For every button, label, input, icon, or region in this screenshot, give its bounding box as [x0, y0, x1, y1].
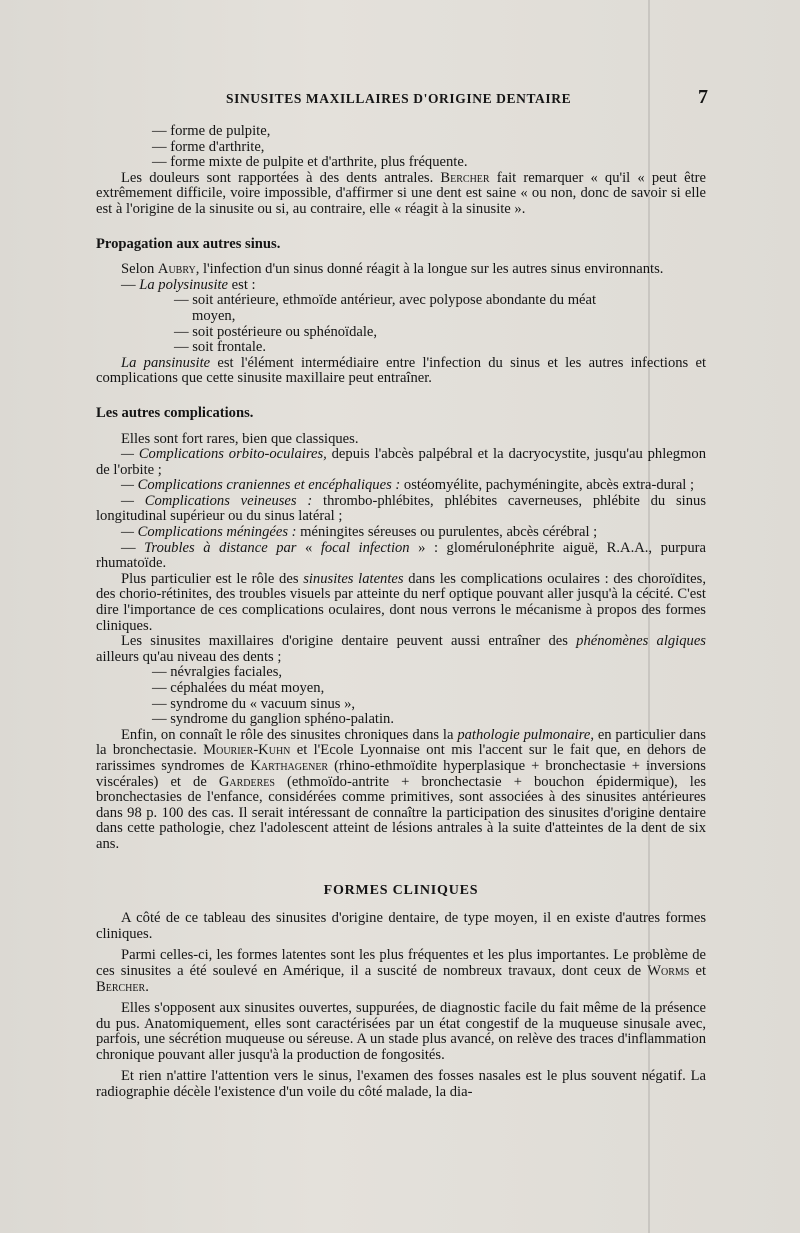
complication-item: — Complications veineuses : thrombo-phlébites, phlébites caverneuses, phlébite du sinus longitudinal supérieur ou du sinus latéral ; — [96, 492, 706, 525]
subheading-propagation: Propagation aux autres sinus. — [96, 235, 281, 252]
paragraph-formes-2: Parmi celles-ci, les formes latentes sont les plus fréquentes et les plus importantes. Le problème de ces sinusites a été soulevé en Amérique, il a suscité de nombreux travaux, dont ceux de Worms et Bercher. — [96, 947, 706, 995]
author-name: Bercher — [440, 169, 490, 186]
body-text — [96, 124, 706, 1101]
list-item: — forme de pulpite, — [152, 123, 271, 139]
paragraph-complications-intro: Elles sont fort rares, bien que classiques. — [121, 430, 359, 447]
paragraph-formes-1: A côté de ce tableau des sinusites d'origine dentaire, de type moyen, il en existe d'autres formes cliniques. — [96, 910, 706, 942]
paragraph-enfin: Enfin, on connaît le rôle des sinusites chroniques dans la pathologie pulmonaire, en particulier dans la bronchectasie. Mourier-Kuhn et l'Ecole Lyonnaise ont mis l'accent sur le fait que, en dehors de rarissimes syndromes de Karthagener (rhino-ethmoïdite hyperplasique + bronchectasie + inversions viscérales) et de Garderes (ethmoïdo-antrite + bronchectasie + bouchon épidermique), les bronchectasies de l'enfance, considérées comme primitives, sont associées à des sinusites antérieures dans 98 p. 100 des cas. Il serait intéressant de connaître la participation des sinusites d'origine dentaire dans cette pathologie, chez l'adolescent atteint de lésions antrales à la suite d'atteintes de la dent de six ans. — [96, 726, 706, 852]
author-name: Mourier-Kuhn — [203, 742, 291, 759]
author-name: Bercher — [96, 978, 146, 995]
page-number: 7 — [698, 86, 708, 108]
paragraph-douleurs: Les douleurs sont rapportées à des dents antrales. Bercher fait remarquer « qu'il « peut être extrêmement difficile, voire impossible, d'affirmer si une dent est saine « ou non, donc de savoir si elle est à l'origine de la sinusite ou si, au contraire, elle « réagit à la sinusite ». — [96, 169, 706, 217]
paragraph-phenomenes: Les sinusites maxillaires d'origine dentaire peuvent aussi entraîner des phénomènes algiques ailleurs qu'au niveau des dents ; — [96, 633, 706, 665]
page-header — [96, 88, 708, 112]
running-title: SINUSITES MAXILLAIRES D'ORIGINE DENTAIRE — [226, 91, 572, 106]
paragraph-pansinusite: La pansinusite est l'élément intermédiaire entre l'infection du sinus et les autres infections et complications que cette sinusite maxillaire peut entraîner. — [96, 354, 707, 387]
author-name: Aubry — [157, 261, 196, 278]
list-item: — soit postérieure ou sphénoïdale, — [174, 323, 378, 340]
paragraph-latentes: Plus particulier est le rôle des sinusites latentes dans les complications oculaires : des choroïdites, des chorio-rétinites, des troubles visuels par atteinte du nerf optique pouvant aller jusqu'à la cécité. C'est dire l'importance de ces complications oculaires, dont nous verrons le mécanisme à propos des formes cliniques. — [96, 570, 706, 634]
paragraph-polysinusite: — La polysinusite est : — [121, 276, 256, 293]
list-item: — forme mixte de pulpite et d'arthrite, plus fréquente. — [152, 154, 468, 171]
section-title: FORMES CLINIQUES — [323, 882, 479, 898]
list-item: — soit antérieure, ethmoïde antérieur, avec polypose abondante du méat — [174, 292, 597, 309]
list-item: — forme d'arthrite, — [152, 138, 265, 155]
list-item: — névralgies faciales, — [152, 664, 283, 681]
complication-item: — Troubles à distance par « focal infection » : glomérulonéphrite aiguë, R.A.A., purpura rhumatoïde. — [96, 539, 706, 572]
complication-item: — Complications craniennes et encéphaliques : ostéomyélite, pachyméningite, abcès extra-dural ; — [121, 477, 695, 494]
paragraph-formes-3: Elles s'opposent aux sinusites ouvertes, suppurées, de diagnostic facile du fait même de la présence du pus. Anatomiquement, elles sont caractérisées par un état congestif de la muqueuse sinusale avec, parfois, une sécrétion muqueuse ou séreuse. A un stade plus avancé, on relève des traces d'inflammation chronique pouvant aller jusqu'à la production de fongosités. — [96, 1000, 706, 1063]
paragraph-selon: Selon Aubry, l'infection d'un sinus donné réagit à la longue sur les autres sinus environnants. — [121, 261, 664, 278]
subheading-complications: Les autres complications. — [96, 404, 254, 421]
author-name: Garderes — [218, 773, 275, 790]
list-item: — syndrome du ganglion sphéno-palatin. — [152, 711, 394, 728]
author-name: Karthagener — [250, 757, 329, 774]
list-item: — soit frontale. — [174, 339, 267, 356]
list-item: — céphalées du méat moyen, — [152, 680, 325, 696]
complication-item: — Complications orbito-oculaires, depuis l'abcès palpébral et la dacryocystite, jusqu'au phlegmon de l'orbite ; — [96, 446, 706, 478]
list-item: — syndrome du « vacuum sinus », — [152, 695, 356, 712]
author-name: Worms — [647, 962, 690, 979]
complication-item: — Complications méningées : méningites séreuses ou purulentes, abcès cérébral ; — [121, 524, 598, 541]
list-item: moyen, — [192, 307, 236, 324]
paragraph-formes-4: Et rien n'attire l'attention vers le sinus, l'examen des fosses nasales est le plus souvent négatif. La radiographie décèle l'existence d'un voile du côté malade, la dia- — [96, 1068, 706, 1101]
